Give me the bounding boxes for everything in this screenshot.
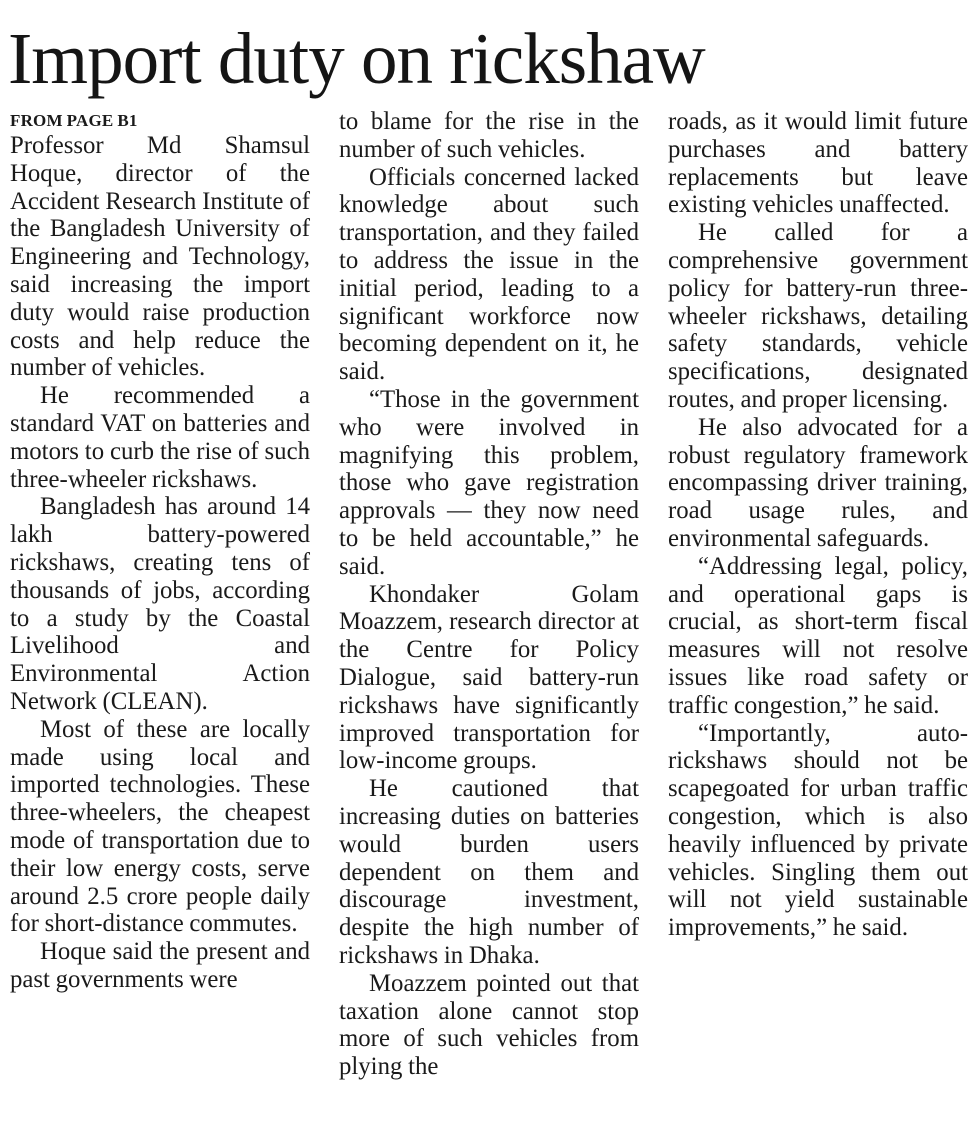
article-paragraph: Officials concerned lacked knowledge about such transportation, and they failed to address the issue in the initial period, leading to a significant workforce now becoming dependent on it, he said. [339,163,639,386]
article-column-1 [10,108,310,994]
article-paragraph: He recommended a standard VAT on batteries and motors to curb the rise of such three-wheeler rickshaws. [10,382,310,493]
article-paragraph: “Importantly, auto-rickshaws should not be scapegoated for urban traffic congestion, which is also heavily influenced by private vehicles. Singling them out will not yield sustainable improvements,” he said. [668,719,968,942]
article-paragraph: “Those in the government who were involved in magnifying this problem, those who gave registration approvals — they now need to be held accountable,” he said. [339,385,639,580]
article-column-3 [668,108,968,942]
article-paragraph: He also advocated for a robust regulatory framework encompassing driver training, road usage rules, and environmental safeguards. [668,413,968,552]
article-paragraph: Moazzem pointed out that taxation alone cannot stop more of such vehicles from plying the [339,969,639,1081]
article-paragraph: He cautioned that increasing duties on batteries would burden users dependent on them and discourage investment, despite the high number of rickshaws in Dhaka. [339,775,639,969]
article-paragraph: “Addressing legal, policy, and operational gaps is crucial, as short-term fiscal measures will not resolve issues like road safety or traffic congestion,” he said. [668,552,968,719]
article-paragraph: Bangladesh has around 14 lakh battery-powered rickshaws, creating tens of thousands of jobs, according to a study by the Coastal Livelihood and Environmental Action Network (CLEAN). [10,493,310,715]
article-paragraph: He called for a comprehensive government policy for battery-run three-wheeler rickshaws, detailing safety standards, vehicle specifications, designated routes, and proper licensing. [668,219,968,413]
article-paragraph: to blame for the rise in the number of such vehicles. [339,108,639,163]
article-paragraph: Hoque said the present and past governments were [10,938,310,993]
kicker-from-page: FROM PAGE B1 [10,111,138,130]
article-paragraph: Most of these are locally made using local and imported technologies. These three-wheelers, the cheapest mode of transportation due to their low energy costs, serve around 2.5 crore people daily for short-distance commutes. [10,715,310,938]
article-paragraph: roads, as it would limit future purchases and battery replacements but leave existing vehicles unaffected. [668,108,968,219]
article-paragraph: Professor Md Shamsul Hoque, director of the Accident Research Institute of the Bangladesh University of Engineering and Technology, said increasing the import duty would raise production costs and help reduce the number of vehicles. [10,132,310,382]
article-paragraph: Khondaker Golam Moazzem, research director at the Centre for Policy Dialogue, said battery-run rickshaws have significantly improved transportation for low-income groups. [339,580,639,775]
article-column-2 [339,108,639,1081]
headline: Import duty on rickshaw [8,18,705,99]
